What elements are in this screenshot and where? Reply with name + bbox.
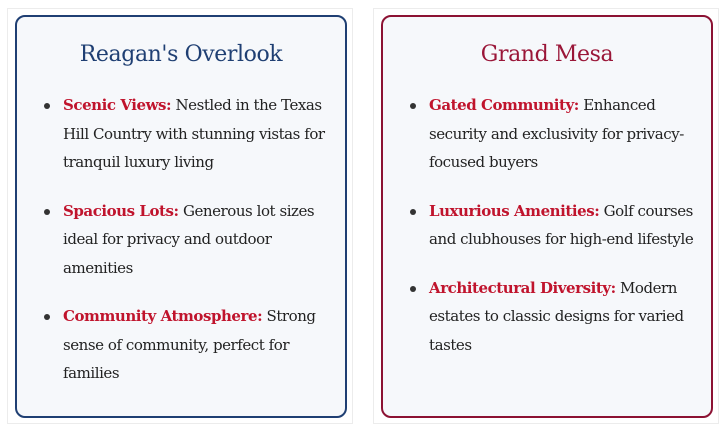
feature-text: Enhanced security and exclusivity for privacy-focused buyers: [429, 96, 684, 171]
feature-item: [42, 197, 334, 283]
feature-item: [42, 302, 334, 388]
feature-text: Modern estates to classic designs for varied tastes: [429, 278, 684, 354]
feature-list: [408, 91, 700, 379]
feature-label: Spacious Lots:: [63, 201, 179, 220]
feature-label: Scenic Views:: [63, 96, 172, 114]
feature-text: Nestled in the Texas Hill Country with stunning vistas for tranquil luxury living: [63, 96, 325, 171]
community-card-reagans-overlook: [15, 15, 347, 418]
feature-item: [408, 274, 700, 360]
card-title: Grand Mesa: [480, 42, 614, 67]
feature-label: Gated Community:: [429, 96, 579, 114]
feature-item: [408, 197, 700, 254]
community-column-grand-mesa: [373, 8, 719, 424]
feature-item: [42, 91, 334, 177]
feature-text: Golf courses and clubhouses for high-end lifestyle: [429, 201, 694, 248]
feature-label: Architectural Diversity:: [429, 278, 616, 297]
feature-item: [408, 91, 700, 177]
feature-label: Luxurious Amenities:: [429, 201, 600, 220]
feature-text: Generous lot sizes ideal for privacy and outdoor amenities: [63, 201, 315, 277]
feature-text: Strong sense of community, perfect for families: [63, 307, 316, 382]
feature-list: [42, 91, 334, 408]
community-card-grand-mesa: [381, 15, 713, 418]
card-title: Reagan's Overlook: [79, 42, 283, 67]
community-column-reagans-overlook: [7, 8, 353, 424]
feature-label: Community Atmosphere:: [63, 307, 263, 325]
